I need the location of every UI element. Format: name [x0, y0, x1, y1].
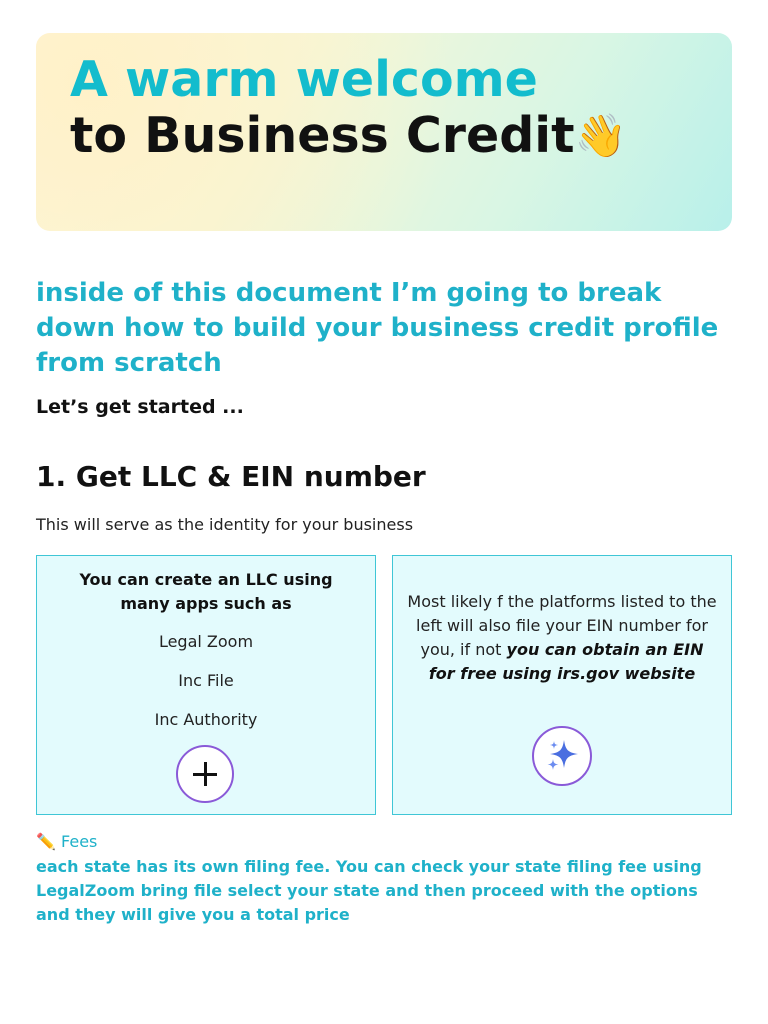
ein-text-plain: Most likely f the platforms listed to the left will also file your EIN number for you, if not: [407, 592, 717, 659]
app-item-legal-zoom: Legal Zoom: [158, 632, 254, 651]
sparkle-icon: [534, 728, 590, 784]
app-item-inc-authority: Inc Authority: [154, 710, 258, 729]
hero-banner: [36, 33, 732, 231]
step-1-title: 1. Get LLC & EIN number: [36, 460, 426, 493]
hero-title-line2: [70, 107, 627, 165]
sparkle-badge: [532, 726, 592, 786]
ein-text: [407, 590, 717, 686]
intro-text: inside of this document I’m going to break down how to build your business credit profile from scratch: [36, 278, 719, 378]
ein-text-emphasis: you can obtain an EIN for free using irs.gov website: [428, 640, 704, 683]
hero-title-line2-text: to Business Credit: [70, 107, 575, 164]
fees-text: each state has its own filing fee. You can check your state filing fee using LegalZoom bring file select your state and then proceed with the options and they will give you a total price: [36, 857, 702, 924]
pencil-icon: ✏️: [36, 832, 56, 851]
llc-apps-card: [36, 555, 376, 815]
hero-title-line1: A warm welcome: [70, 51, 538, 108]
app-item-inc-file: Inc File: [178, 671, 234, 690]
add-button[interactable]: [176, 745, 234, 803]
get-started-text: Let’s get started ...: [36, 396, 244, 418]
llc-apps-heading: You can create an LLC using many apps such as: [79, 570, 333, 613]
step-1-description: This will serve as the identity for your business: [36, 515, 414, 534]
waving-hand-icon: 👋: [574, 111, 627, 160]
fees-label-text: Fees: [61, 832, 98, 851]
fees-label: [36, 832, 97, 851]
ein-card: [392, 555, 732, 815]
